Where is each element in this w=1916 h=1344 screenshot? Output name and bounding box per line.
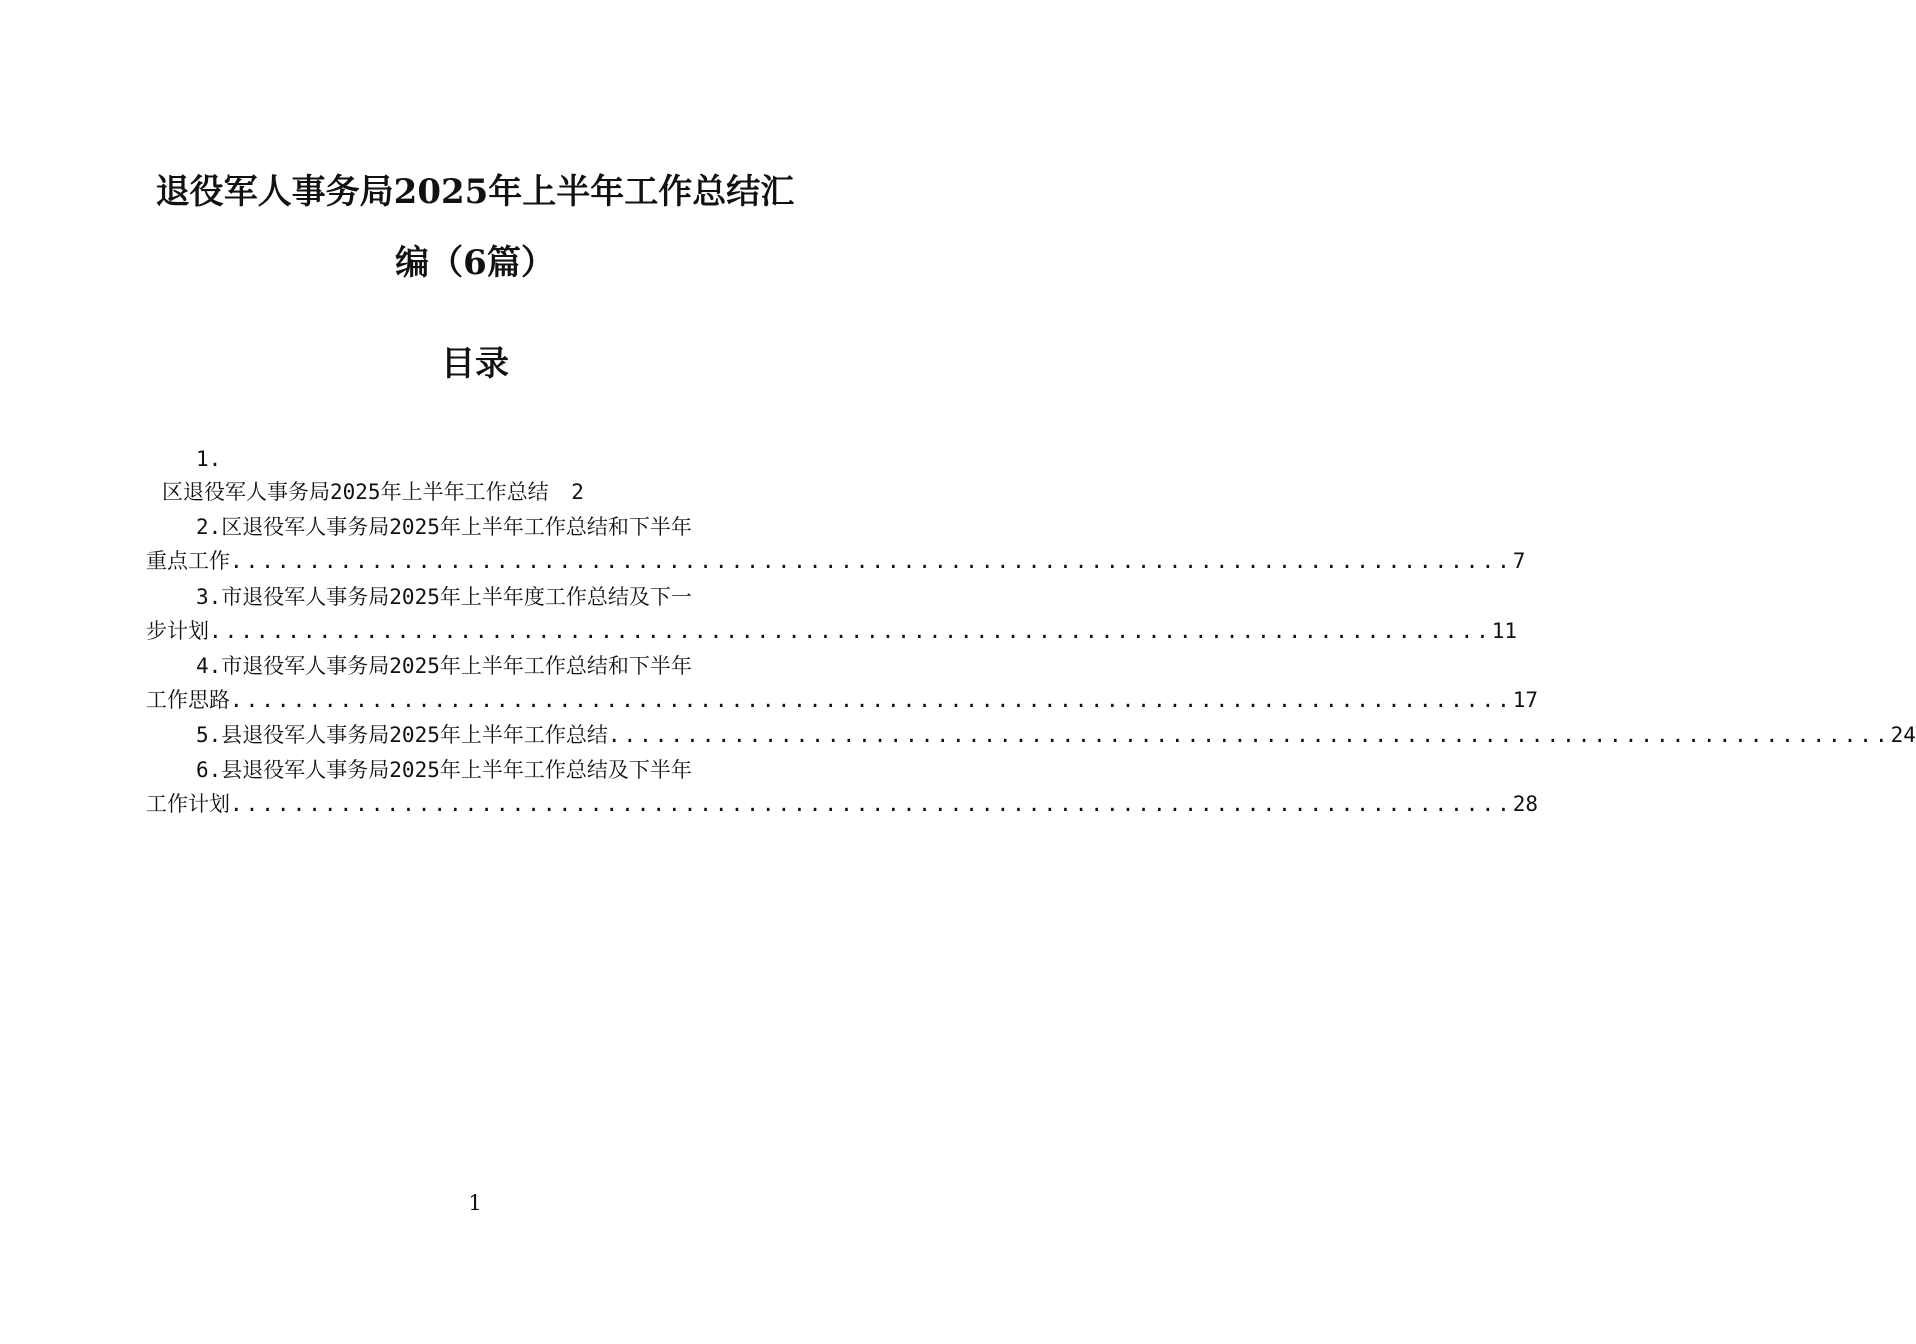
toc-entry-1-number[interactable]: 1. — [196, 447, 222, 471]
toc-entry-6-line-1[interactable]: 6.县退役军人事务局2025年上半年工作总结及下半年 — [196, 758, 692, 782]
toc-entry-4-line-2[interactable] — [146, 683, 1539, 717]
toc-entry-1-page: 2 — [571, 480, 584, 504]
toc-leader-dots: .................................................................................. — [230, 688, 1513, 712]
toc-entry-4-line-1[interactable]: 4.市退役军人事务局2025年上半年工作总结和下半年 — [196, 654, 692, 678]
toc-entry-1[interactable] — [162, 475, 822, 509]
toc-entry-2-line-1[interactable]: 2.区退役军人事务局2025年上半年工作总结和下半年 — [196, 515, 692, 539]
toc-entry-4-page: 17 — [1512, 688, 1539, 712]
toc-entry-5-page: 24 — [1890, 723, 1916, 747]
toc-leader-dots: .................................................................................. — [607, 723, 1891, 747]
document-title-line-1: 退役军人事务局2025年上半年工作总结汇 — [155, 172, 795, 212]
toc-entry-2-text: 重点工作 — [146, 549, 230, 573]
toc-entry-3-line-1[interactable]: 3.市退役军人事务局2025年上半年度工作总结及下一 — [196, 585, 692, 609]
toc-entry-3-page: 11 — [1491, 619, 1518, 643]
toc-heading: 目录 — [441, 344, 509, 384]
toc-entry-6-page: 28 — [1512, 792, 1539, 816]
toc-entry-3-text: 步计划 — [146, 619, 209, 643]
toc-leader-dots: .................................................................................. — [230, 792, 1513, 816]
toc-leader-dots: .................................................................................. — [230, 549, 1513, 573]
toc-entry-5-text: 5.县退役军人事务局2025年上半年工作总结 — [196, 723, 608, 747]
page-number: 1 — [468, 1191, 482, 1215]
toc-entry-2-page: 7 — [1512, 549, 1526, 573]
toc-entry-6-line-2[interactable] — [146, 787, 1539, 821]
toc-entry-4-text: 工作思路 — [146, 688, 230, 712]
toc-entry-3-line-2[interactable] — [146, 614, 1518, 648]
toc-entry-6-text: 工作计划 — [146, 792, 230, 816]
toc-leader-dots: .................................................................................. — [209, 619, 1492, 643]
document-title-line-2: 编（6篇） — [395, 243, 555, 283]
toc-entry-5[interactable] — [196, 718, 1916, 752]
toc-entry-2-line-2[interactable] — [146, 544, 1526, 578]
toc-entry-1-text: 区退役军人事务局2025年上半年工作总结 — [162, 480, 549, 504]
